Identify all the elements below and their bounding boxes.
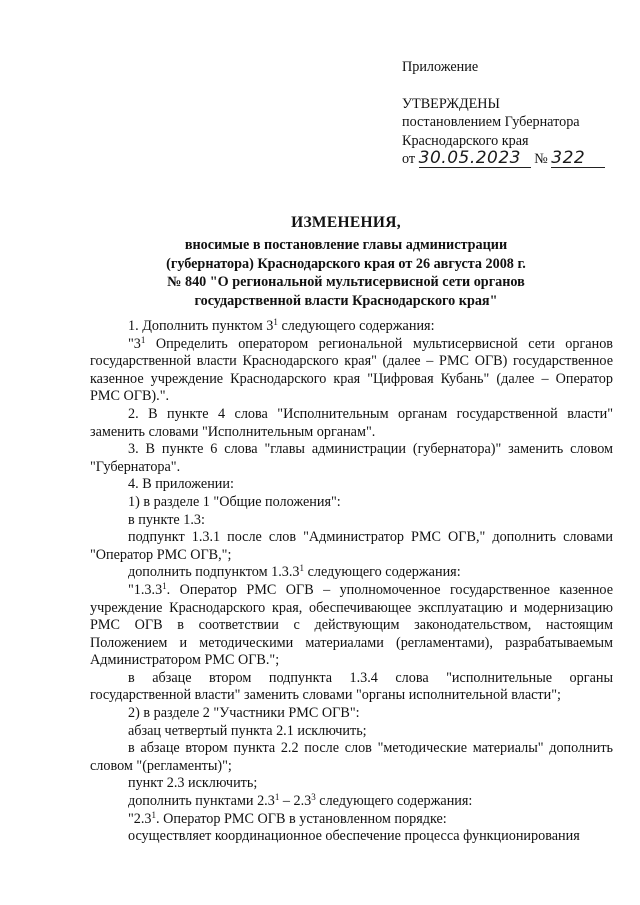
paragraph-1: 1. Дополнить пунктом $3^1$ следующего содержания:	[128, 317, 435, 334]
title-line-2: (губернатора) Краснодарского края от 26 августа 2008 г.	[166, 255, 526, 272]
from-label: от	[402, 151, 416, 167]
approval-header	[402, 58, 605, 169]
paragraph-14: в абзаце втором пункта 2.2 после слов "методические материалы" дополнить словом "(регламенты)";	[90, 740, 613, 774]
paragraph-16: дополнить пунктами $2.3^1 - 2.3^3$ следующего содержания:	[128, 792, 473, 810]
approved-label: УТВЕРЖДЕНЫ	[402, 95, 500, 112]
title-line-3: № 840 "О региональной мультисервисной сети органов	[167, 274, 525, 291]
paragraph-6: 1) в разделе 1 "Общие положения":	[128, 493, 341, 510]
handwritten-date: 30.05.2023	[419, 150, 531, 168]
paragraph-15: пункт 2.3 исключить;	[128, 775, 258, 792]
appendix-label: Приложение	[402, 59, 479, 75]
number-label: №	[534, 151, 548, 167]
paragraph-4: 3. В пункте 6 слова "главы администрации (губернатора)" заменить словом "Губернатора".	[90, 441, 613, 475]
title-line-1: вносимые в постановление главы администрации	[184, 237, 508, 254]
paragraph-18: осуществляет координационное обеспечение процесса функционирования	[128, 828, 580, 845]
paragraph-17: "$2.3^1$. Оператор РМС ОГВ в установленном порядке:	[128, 809, 447, 827]
paragraph-5: 4. В приложении:	[128, 476, 234, 493]
paragraph-11: в абзаце втором подпункта 1.3.4 слова "исполнительные органы государственной власти" заменить словами "органы исполнительной власти";	[90, 669, 613, 704]
document-body	[90, 318, 613, 846]
document-title	[112, 214, 580, 310]
paragraph-9: дополнить подпунктом 1.3.3$^1$ следующего содержания:	[128, 563, 461, 581]
date-number-line	[402, 150, 605, 169]
approval-line-2: Краснодарского края	[402, 132, 529, 149]
paragraph-2: "$3^1$ Определить оператором региональной мультисервисной сети органов государственной власти Краснодарского края" (далее – РМС ОГВ) государственное казенное учреждение Краснодарского края "Цифровая Кубань" (далее – Оператор РМС ОГВ).".	[90, 334, 613, 405]
handwritten-number: 322	[551, 150, 605, 168]
paragraph-13: абзац четвертый пункта 2.1 исключить;	[128, 722, 367, 739]
title-main: ИЗМЕНЕНИЯ,	[291, 214, 401, 231]
paragraph-8: подпункт 1.3.1 после слов "Администратор РМС ОГВ," дополнить словами "Оператор РМС ОГВ,";	[90, 529, 613, 563]
approval-line-1: постановлением Губернатора	[402, 114, 580, 130]
title-line-4: государственной власти Краснодарского края"	[194, 292, 498, 309]
paragraph-12: 2) в разделе 2 "Участники РМС ОГВ":	[128, 705, 360, 722]
paragraph-7: в пункте 1.3:	[128, 511, 205, 528]
paragraph-10: "1.3.3$^1$. Оператор РМС ОГВ – уполномоченное государственное казенное учреждение Краснодарского края, обеспечивающее эксплуатацию и модернизацию РМС ОГВ в соответствии с действующим законодательством, настоящим Положением и методическими материалами (регламентами), разрабатываемым Администратором РМС ОГВ.";	[90, 580, 613, 669]
paragraph-3: 2. В пункте 4 слова "Исполнительным органам государственной власти" заменить словами "Исполнительным органам".	[90, 405, 613, 440]
